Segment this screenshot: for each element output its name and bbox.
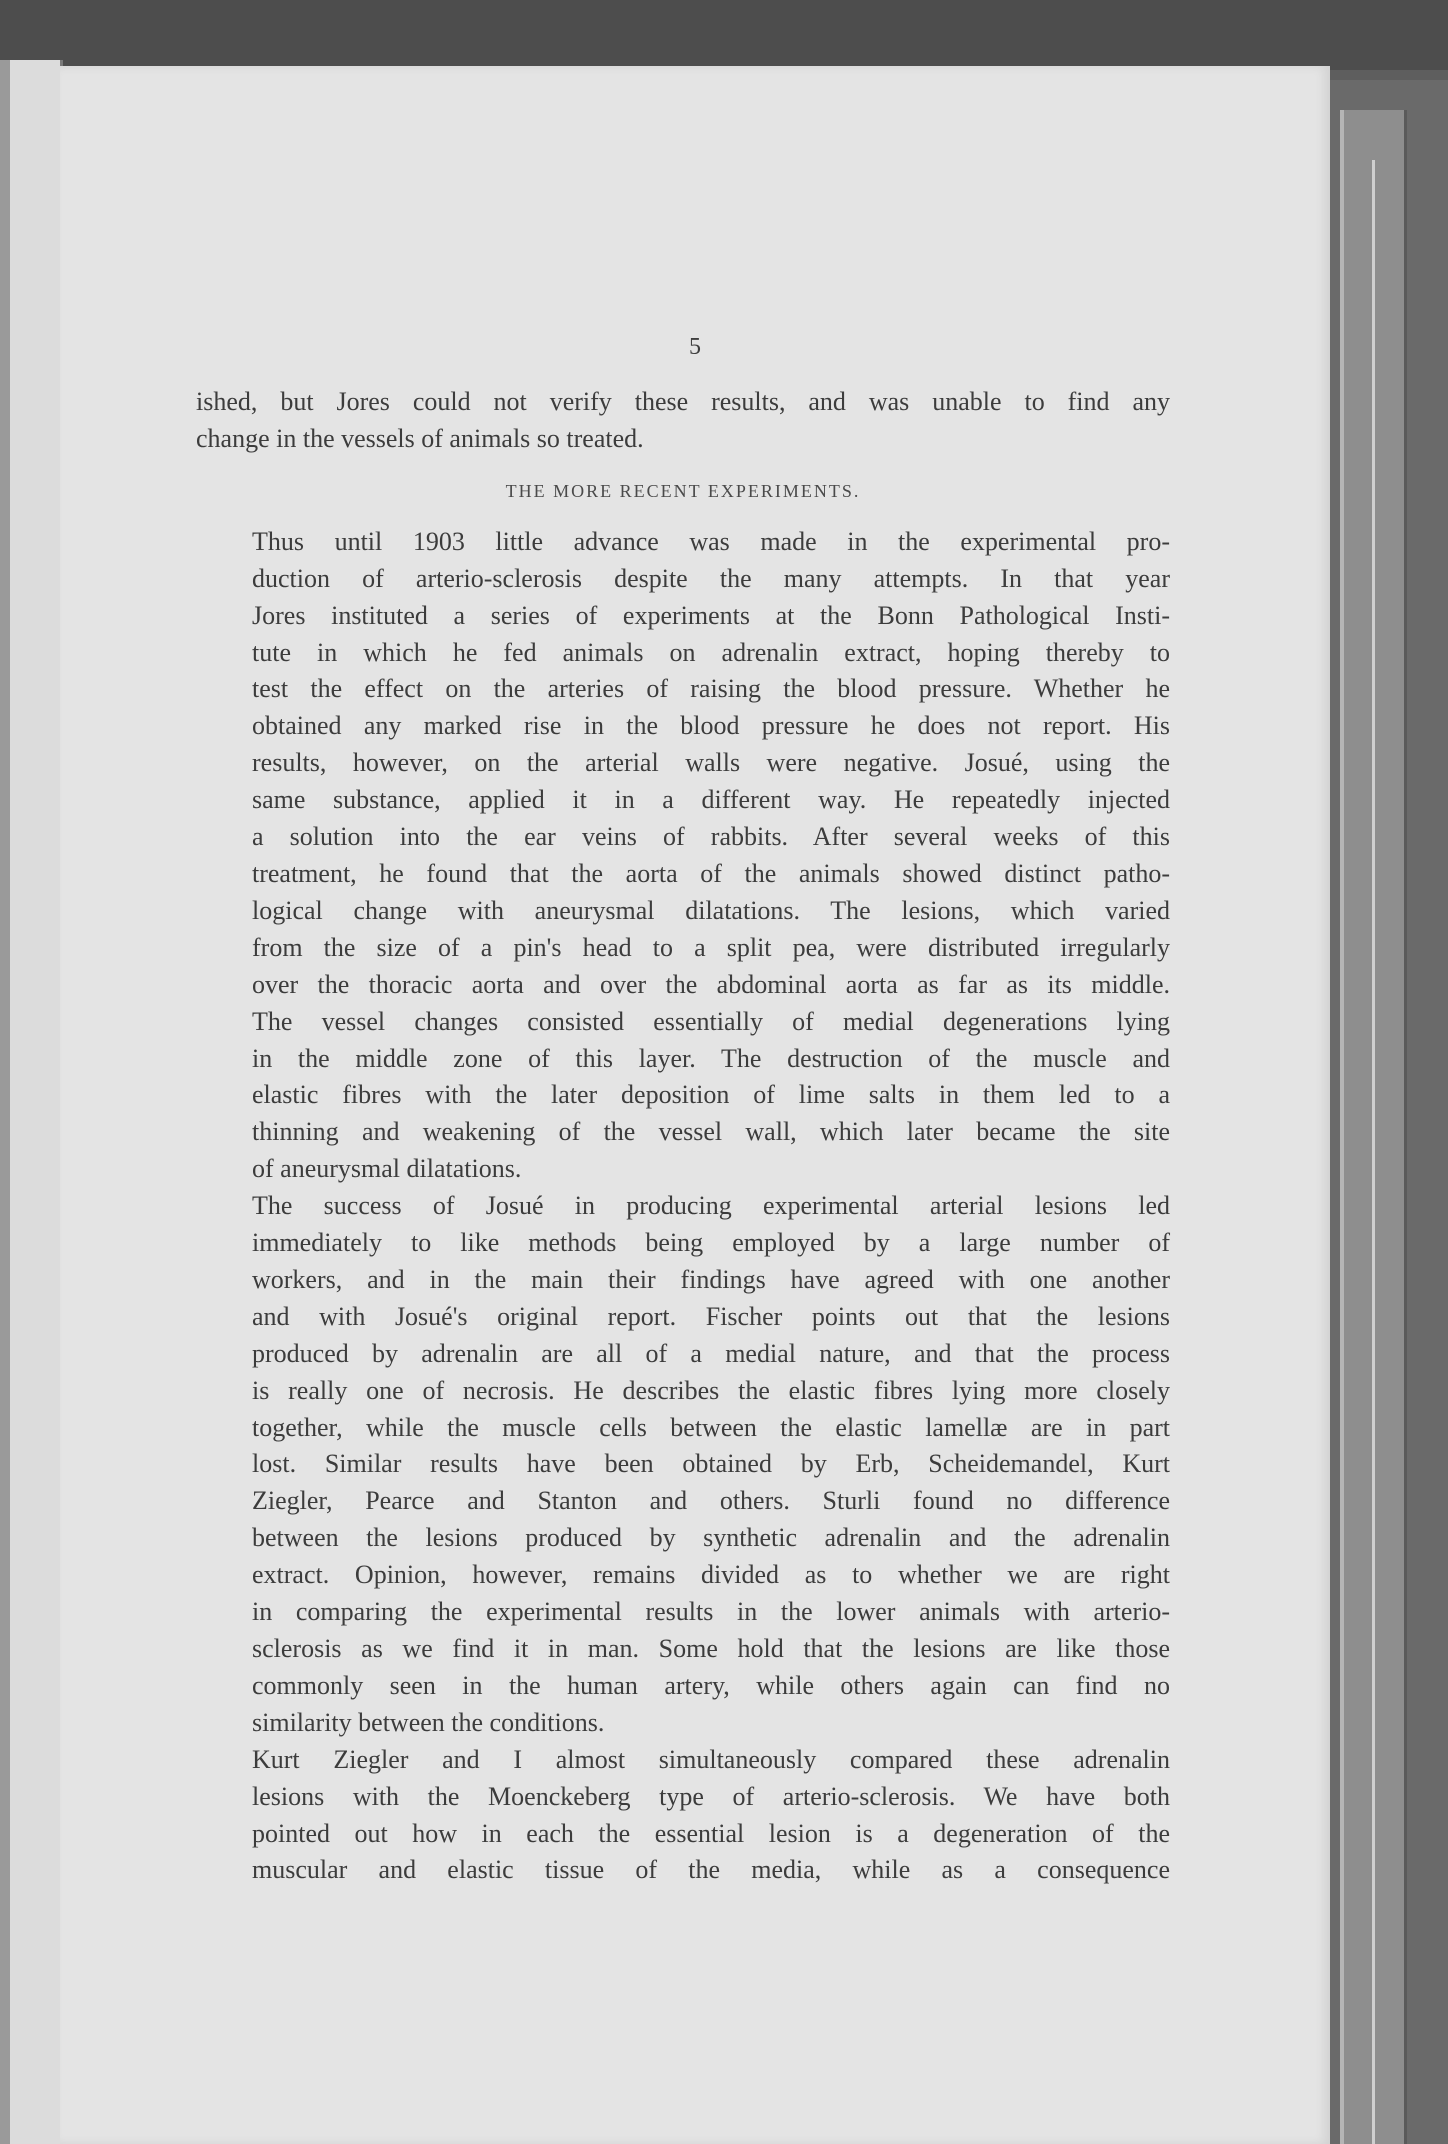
text-line: Kurt Ziegler and I almost simultaneously compared these adrenalin [252,1744,1170,1774]
text-line: ished, but Jores could not verify these results, and was unable to find any [196,387,1170,416]
text-line: pointed out how in each the essential lesion is a degeneration of the [252,1818,1170,1848]
text-line: workers, and in the main their findings have agreed with one another [252,1264,1170,1294]
text-line: elastic fibres with the later deposition of lime salts in them led to a [252,1080,1170,1110]
text-line: in comparing the experimental results in the lower animals with arterio- [252,1597,1170,1627]
text-line: treatment, he found that the aorta of the animals showed distinct patho- [252,858,1170,888]
text-line: in the middle zone of this layer. The destruction of the muscle and [252,1043,1170,1073]
text-line: change in the vessels of animals so treated. [196,423,644,453]
text-line: duction of arterio-sclerosis despite the many attempts. In that year [252,563,1170,593]
text-line: between the lesions produced by synthetic adrenalin and the adrenalin [252,1523,1170,1553]
text-line: sclerosis as we find it in man. Some hold that the lesions are like those [252,1634,1170,1663]
text-line: obtained any marked rise in the blood pressure he does not report. His [252,711,1170,741]
text-line: together, while the muscle cells between the elastic lamellæ are in part [252,1412,1170,1442]
text-line: thinning and weakening of the vessel wall, which later became the site [252,1117,1170,1147]
text-line: similarity between the conditions. [252,1707,605,1737]
text-line: The vessel changes consisted essentially of medial degenerations lying [252,1006,1170,1036]
text-line: produced by adrenalin are all of a medial nature, and that the process [252,1338,1170,1368]
text-line: from the size of a pin's head to a split pea, were distributed irregularly [252,932,1170,962]
text-line: lost. Similar results have been obtained by Erb, Scheidemandel, Kurt [252,1449,1170,1479]
text-line: commonly seen in the human artery, while others again can find no [252,1670,1170,1700]
paragraph-continued [196,384,1170,458]
text-line: immediately to like methods being employed by a large number of [252,1228,1170,1258]
book-page [60,66,1330,2144]
text-line: lesions with the Moenckeberg type of arterio-sclerosis. We have both [252,1781,1170,1811]
text-line: is really one of necrosis. He describes the elastic fibres lying more closely [252,1375,1170,1405]
page-body [196,384,1170,1889]
text-line: tute in which he fed animals on adrenalin extract, hoping thereby to [252,637,1170,667]
book-spine-line [1372,160,1375,2144]
text-line: a solution into the ear veins of rabbits. After several weeks of this [252,822,1170,852]
paragraph [196,1742,1170,1890]
text-line: Ziegler, Pearce and Stanton and others. Sturli found no difference [252,1486,1170,1516]
text-line: test the effect on the arteries of raising the blood pressure. Whether he [252,674,1170,704]
text-line: Thus until 1903 little advance was made in the experimental pro- [252,526,1170,556]
text-line: over the thoracic aorta and over the abdominal aorta as far as its middle. [252,969,1170,999]
text-line: Jores instituted a series of experiments at the Bonn Pathological Insti- [252,600,1170,630]
paragraph [196,1188,1170,1742]
left-binding-edge [0,60,10,2144]
text-line: results, however, on the arterial walls were negative. Josué, using the [252,748,1170,778]
section-heading: THE MORE RECENT EXPERIMENTS. [505,480,861,501]
text-line: and with Josué's original report. Fischer points out that the lesions [252,1301,1170,1331]
text-line: logical change with aneurysmal dilatations. The lesions, which varied [252,895,1170,925]
paragraph [196,524,1170,1188]
text-line: The success of Josué in producing experimental arterial lesions led [252,1191,1170,1221]
text-line: extract. Opinion, however, remains divided as to whether we are right [252,1560,1170,1590]
text-line: of aneurysmal dilatations. [252,1154,522,1184]
text-line: muscular and elastic tissue of the media, while as a consequence [252,1855,1170,1885]
text-line: same substance, applied it in a different way. He repeatedly injected [252,785,1170,815]
scan-top-background [0,0,1448,70]
page-number: 5 [689,334,701,360]
